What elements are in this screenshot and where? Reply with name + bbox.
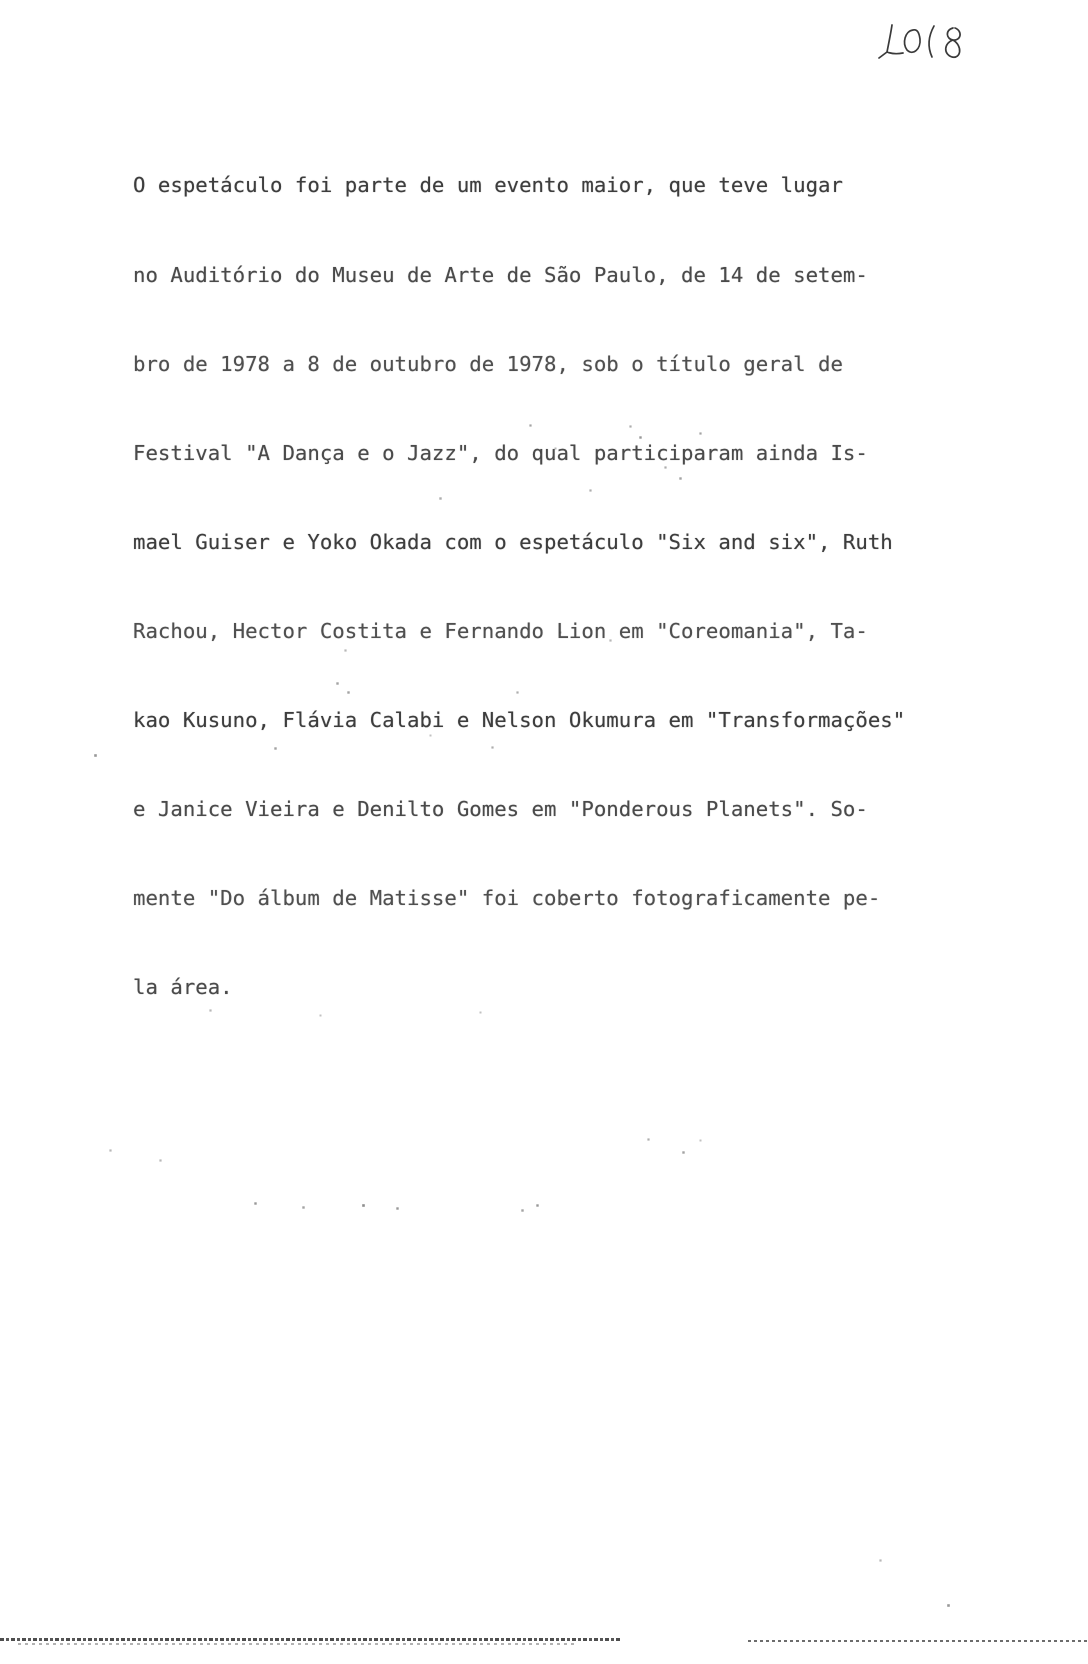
- scan-edge-line-left-shadow: [18, 1643, 578, 1645]
- text-line: Rachou, Hector Costita e Fernando Lion em "Coreomania", Ta-: [133, 618, 868, 643]
- text-line: mael Guiser e Yoko Okada com o espetáculo "Six and six", Ruth: [133, 529, 893, 554]
- text-line: Festival "A Dança e o Jazz", do qual participaram ainda Is-: [133, 440, 868, 465]
- text-line: bro de 1978 a 8 de outubro de 1978, sob o título geral de: [133, 351, 843, 376]
- scan-noise-specks: [0, 0, 1, 1]
- text-line: no Auditório do Museu de Arte de São Paulo, de 14 de setem-: [133, 262, 868, 287]
- text-line: e Janice Vieira e Denilto Gomes em "Ponderous Planets". So-: [133, 797, 868, 822]
- scan-edge-line-left: [0, 1638, 620, 1641]
- handwritten-page-number-strokes: [872, 16, 972, 66]
- handwritten-page-number: [872, 16, 972, 66]
- typewritten-paragraph: [133, 112, 905, 1062]
- text-line: la área.: [133, 975, 233, 1000]
- scan-edge-line-right: [748, 1640, 1088, 1642]
- text-line: mente "Do álbum de Matisse" foi coberto fotograficamente pe-: [133, 886, 881, 911]
- text-line: O espetáculo foi parte de um evento maior, que teve lugar: [133, 173, 843, 198]
- text-line: kao Kusuno, Flávia Calabi e Nelson Okumura em "Transformações": [133, 707, 906, 732]
